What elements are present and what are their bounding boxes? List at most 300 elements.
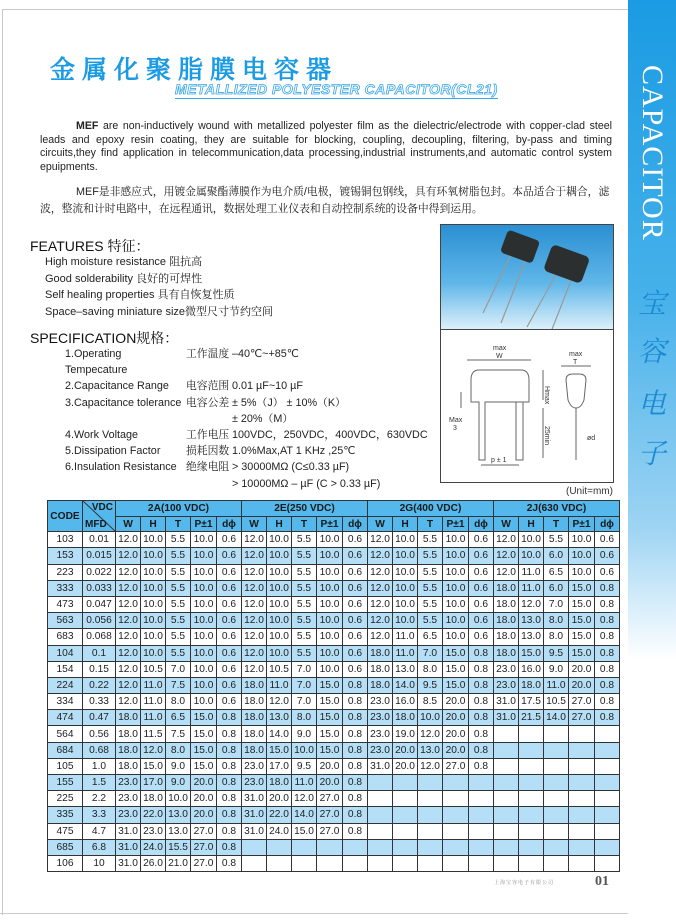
subcolumn-header: W bbox=[242, 517, 267, 532]
subcolumn-header: H bbox=[267, 517, 292, 532]
cell-dimension: 8.0 bbox=[292, 710, 317, 726]
cell-dimension: 15.0 bbox=[519, 645, 544, 661]
cell-dimension: 10.0 bbox=[317, 661, 343, 677]
cell-dimension: 0.8 bbox=[469, 661, 494, 677]
features-heading: FEATURES 特征： bbox=[30, 238, 150, 254]
cell-dimension: 10.0 bbox=[393, 564, 418, 580]
cell-dimension bbox=[519, 758, 544, 774]
cell-dimension: 5.5 bbox=[292, 629, 317, 645]
side-brand-char: 容 bbox=[637, 335, 666, 368]
cell-dimension: 12.0 bbox=[116, 629, 141, 645]
cell-dimension: 10.0 bbox=[191, 548, 217, 564]
cell-dimension: 12.0 bbox=[368, 548, 393, 564]
footer-divider bbox=[0, 913, 628, 914]
cell-dimension: 0.6 bbox=[217, 661, 242, 677]
table-row bbox=[48, 645, 620, 661]
subcolumn-header: W bbox=[116, 517, 141, 532]
column-header-code: CODE bbox=[48, 501, 83, 532]
cell-dimension: 5.5 bbox=[166, 548, 191, 564]
cell-dimension: 0.6 bbox=[217, 645, 242, 661]
page-title-cn: 金属化聚脂膜电容器 bbox=[50, 56, 339, 84]
cell-dimension: 15.0 bbox=[317, 677, 343, 693]
cell-dimension: 18.0 bbox=[494, 645, 519, 661]
spec-label-cn: 电容范围 bbox=[186, 380, 230, 393]
spec-row bbox=[65, 378, 428, 394]
cell-dimension: 20.0 bbox=[443, 742, 469, 758]
cell-dimension: 6.5 bbox=[166, 710, 191, 726]
cell-dimension bbox=[544, 742, 569, 758]
spec-label: 3.Capacitance tolerance bbox=[65, 396, 182, 409]
cell-dimension bbox=[569, 823, 595, 839]
table-row bbox=[48, 823, 620, 839]
cell-dimension: 20.0 bbox=[569, 677, 595, 693]
cell-dimension: 12.0 bbox=[494, 564, 519, 580]
cell-dimension: 15.0 bbox=[569, 629, 595, 645]
cell-dimension: 10.0 bbox=[141, 548, 166, 564]
cell-dimension bbox=[469, 855, 494, 871]
cell-dimension: 18.0 bbox=[368, 645, 393, 661]
cell-dimension: 0.8 bbox=[469, 710, 494, 726]
cell-mfd: 2.2 bbox=[83, 791, 116, 807]
cell-dimension bbox=[544, 807, 569, 823]
cell-mfd: 10 bbox=[83, 855, 116, 871]
spec-row bbox=[65, 476, 428, 492]
cell-dimension: 10.0 bbox=[267, 580, 292, 596]
cell-dimension: 11.0 bbox=[141, 694, 166, 710]
cell-dimension bbox=[494, 758, 519, 774]
cell-dimension: 0.8 bbox=[469, 726, 494, 742]
spec-value: ± 5%（J） ± 10%（K） bbox=[232, 396, 346, 409]
cell-dimension bbox=[443, 775, 469, 791]
cell-dimension: 7.0 bbox=[166, 661, 191, 677]
table-row bbox=[48, 694, 620, 710]
cell-dimension bbox=[418, 791, 443, 807]
cell-dimension: 10.5 bbox=[141, 661, 166, 677]
cell-dimension: 31.0 bbox=[494, 694, 519, 710]
cell-dimension: 12.0 bbox=[418, 758, 443, 774]
cell-dimension: 11.0 bbox=[393, 629, 418, 645]
cell-dimension: 20.0 bbox=[443, 694, 469, 710]
cell-dimension bbox=[469, 839, 494, 855]
cell-dimension: 18.0 bbox=[242, 694, 267, 710]
cell-dimension bbox=[393, 855, 418, 871]
cell-dimension: 21.0 bbox=[166, 855, 191, 871]
cell-code: 104 bbox=[48, 645, 83, 661]
cell-dimension bbox=[418, 775, 443, 791]
cell-dimension: 19.0 bbox=[393, 726, 418, 742]
cell-dimension: 31.0 bbox=[242, 791, 267, 807]
cell-dimension: 23.0 bbox=[242, 758, 267, 774]
cell-dimension bbox=[494, 855, 519, 871]
cell-dimension: 12.0 bbox=[116, 661, 141, 677]
cell-dimension: 15.0 bbox=[317, 726, 343, 742]
spec-row bbox=[65, 395, 428, 411]
cell-dimension: 10.5 bbox=[544, 694, 569, 710]
cell-dimension: 15.0 bbox=[443, 661, 469, 677]
cell-dimension bbox=[443, 839, 469, 855]
cell-dimension: 0.8 bbox=[595, 596, 620, 612]
cell-dimension: 0.6 bbox=[217, 694, 242, 710]
cell-dimension: 10.0 bbox=[317, 629, 343, 645]
subcolumn-header: dϕ bbox=[595, 517, 620, 532]
cell-dimension: 18.0 bbox=[242, 726, 267, 742]
cell-dimension bbox=[368, 775, 393, 791]
cell-mfd: 0.33 bbox=[83, 694, 116, 710]
cell-dimension: 20.0 bbox=[191, 791, 217, 807]
cell-dimension: 7.0 bbox=[418, 645, 443, 661]
cell-dimension: 9.0 bbox=[292, 726, 317, 742]
cell-code: 105 bbox=[48, 758, 83, 774]
cell-dimension: 10.0 bbox=[317, 645, 343, 661]
cell-dimension: 0.6 bbox=[217, 596, 242, 612]
cell-dimension: 9.0 bbox=[166, 775, 191, 791]
spec-value: 0.01 µF~10 µF bbox=[232, 380, 303, 393]
cell-dimension: 6.5 bbox=[544, 564, 569, 580]
cell-dimension: 20.0 bbox=[443, 710, 469, 726]
cell-dimension: 11.0 bbox=[393, 645, 418, 661]
cell-dimension: 7.5 bbox=[166, 726, 191, 742]
product-photo bbox=[440, 224, 614, 331]
subcolumn-header: T bbox=[544, 517, 569, 532]
cell-dimension bbox=[519, 742, 544, 758]
cell-dimension: 27.0 bbox=[191, 823, 217, 839]
table-row bbox=[48, 742, 620, 758]
cell-code: 683 bbox=[48, 629, 83, 645]
cell-dimension bbox=[494, 742, 519, 758]
cell-dimension: 0.8 bbox=[217, 855, 242, 871]
cell-dimension: 15.0 bbox=[317, 694, 343, 710]
cell-dimension bbox=[317, 839, 343, 855]
cell-dimension: 15.5 bbox=[166, 839, 191, 855]
cell-dimension: 12.0 bbox=[267, 694, 292, 710]
cell-dimension bbox=[494, 775, 519, 791]
cell-dimension bbox=[595, 791, 620, 807]
cell-dimension: 10.0 bbox=[569, 564, 595, 580]
cell-dimension: 31.0 bbox=[368, 758, 393, 774]
cell-dimension bbox=[569, 758, 595, 774]
cell-code: 475 bbox=[48, 823, 83, 839]
cell-dimension: 22.0 bbox=[267, 807, 292, 823]
cell-dimension bbox=[544, 839, 569, 855]
cell-dimension: 0.8 bbox=[343, 726, 368, 742]
footer-company: 上海宝容电子有限公司 bbox=[494, 880, 555, 886]
subcolumn-header: P±1 bbox=[191, 517, 217, 532]
cell-dimension: 23.0 bbox=[141, 823, 166, 839]
cell-dimension: 0.8 bbox=[343, 710, 368, 726]
cell-dimension: 27.0 bbox=[317, 791, 343, 807]
cell-dimension: 0.6 bbox=[217, 580, 242, 596]
cell-dimension: 11.0 bbox=[267, 677, 292, 693]
cell-mfd: 0.56 bbox=[83, 726, 116, 742]
cell-dimension: 12.0 bbox=[116, 645, 141, 661]
table-row bbox=[48, 791, 620, 807]
specification-heading: SPECIFICATION规格： bbox=[30, 330, 179, 346]
cell-dimension: 27.0 bbox=[569, 710, 595, 726]
cell-dimension: 0.8 bbox=[343, 677, 368, 693]
feature-item: Self healing properties 具有自恢复性质 bbox=[45, 289, 235, 301]
cell-dimension: 0.6 bbox=[217, 548, 242, 564]
cell-dimension: 10.0 bbox=[443, 580, 469, 596]
cell-code: 684 bbox=[48, 742, 83, 758]
spec-row bbox=[65, 459, 428, 475]
cell-dimension: 0.8 bbox=[217, 710, 242, 726]
cell-dimension: 18.0 bbox=[494, 613, 519, 629]
cell-dimension: 23.0 bbox=[368, 710, 393, 726]
cell-dimension bbox=[418, 823, 443, 839]
cell-dimension: 5.5 bbox=[418, 548, 443, 564]
svg-text:Max: Max bbox=[449, 417, 463, 424]
cell-dimension: 0.6 bbox=[217, 629, 242, 645]
cell-dimension bbox=[443, 807, 469, 823]
cell-dimension: 12.0 bbox=[116, 580, 141, 596]
cell-dimension: 0.8 bbox=[343, 775, 368, 791]
cell-dimension: 22.0 bbox=[141, 807, 166, 823]
cell-dimension: 13.0 bbox=[519, 613, 544, 629]
svg-text:3: 3 bbox=[453, 425, 457, 432]
cell-dimension: 15.0 bbox=[569, 580, 595, 596]
cell-dimension: 15.0 bbox=[292, 823, 317, 839]
group-header-2g: 2G(400 VDC) bbox=[368, 501, 494, 517]
table-row bbox=[48, 564, 620, 580]
cell-dimension: 10.0 bbox=[317, 564, 343, 580]
table-row bbox=[48, 710, 620, 726]
cell-dimension bbox=[519, 775, 544, 791]
cell-mfd: 0.047 bbox=[83, 596, 116, 612]
spec-row bbox=[65, 427, 428, 443]
cell-dimension bbox=[393, 807, 418, 823]
cell-dimension: 8.5 bbox=[418, 694, 443, 710]
cell-dimension: 10.0 bbox=[317, 596, 343, 612]
cell-code: 223 bbox=[48, 564, 83, 580]
cell-dimension: 0.6 bbox=[343, 548, 368, 564]
cell-dimension: 0.6 bbox=[343, 532, 368, 548]
cell-dimension: 0.6 bbox=[469, 629, 494, 645]
intro-english-text: are non-inductively wound with metallized polyester film as the dielectric/electrode with copper-clad steel leads and epoxy resin coating, they are suitable for blocking, coupling, decoupling, filtering, by-pass and timing circuits,they find application in telecommunication,data processing,industrial instruments,and automatic control system epuipments. bbox=[40, 120, 612, 173]
cell-dimension: 0.6 bbox=[469, 548, 494, 564]
cell-dimension: 15.0 bbox=[569, 596, 595, 612]
cell-dimension bbox=[544, 791, 569, 807]
cell-dimension: 12.0 bbox=[242, 532, 267, 548]
table-row bbox=[48, 580, 620, 596]
cell-dimension bbox=[544, 855, 569, 871]
cell-dimension: 0.8 bbox=[469, 645, 494, 661]
subcolumn-header: H bbox=[519, 517, 544, 532]
dimension-drawing-icon bbox=[441, 330, 613, 482]
table-row bbox=[48, 726, 620, 742]
cell-dimension: 12.0 bbox=[242, 661, 267, 677]
cell-dimension bbox=[267, 855, 292, 871]
cell-dimension: 0.6 bbox=[343, 645, 368, 661]
capacitor-spec-table bbox=[47, 500, 620, 872]
cell-dimension: 0.8 bbox=[595, 580, 620, 596]
cell-dimension bbox=[595, 742, 620, 758]
cell-dimension: 12.0 bbox=[116, 532, 141, 548]
cell-dimension: 0.6 bbox=[217, 532, 242, 548]
cell-code: 225 bbox=[48, 791, 83, 807]
cell-dimension: 0.8 bbox=[217, 742, 242, 758]
cell-dimension bbox=[469, 823, 494, 839]
cell-dimension: 21.5 bbox=[519, 710, 544, 726]
cell-mfd: 3.3 bbox=[83, 807, 116, 823]
cell-dimension: 20.0 bbox=[443, 726, 469, 742]
cell-dimension bbox=[242, 855, 267, 871]
cell-dimension: 18.0 bbox=[242, 742, 267, 758]
cell-dimension: 17.5 bbox=[519, 694, 544, 710]
cell-dimension: 20.0 bbox=[393, 758, 418, 774]
cell-dimension: 10.0 bbox=[191, 580, 217, 596]
table-body bbox=[48, 532, 620, 872]
cell-dimension: 12.0 bbox=[292, 791, 317, 807]
cell-dimension: 8.0 bbox=[418, 661, 443, 677]
cell-dimension bbox=[317, 855, 343, 871]
cell-dimension: 8.0 bbox=[166, 694, 191, 710]
cell-dimension: 31.0 bbox=[242, 807, 267, 823]
table-row bbox=[48, 613, 620, 629]
cell-dimension: 5.5 bbox=[292, 580, 317, 596]
cell-dimension: 0.6 bbox=[343, 613, 368, 629]
cell-dimension: 10.0 bbox=[191, 564, 217, 580]
cell-dimension: 20.0 bbox=[267, 791, 292, 807]
spec-label: 6.Insulation Resistance bbox=[65, 461, 177, 474]
cell-dimension: 10.0 bbox=[317, 548, 343, 564]
cell-dimension: 5.5 bbox=[418, 564, 443, 580]
dimension-diagram bbox=[440, 329, 614, 483]
cell-dimension: 18.0 bbox=[116, 742, 141, 758]
cell-dimension: 18.0 bbox=[519, 677, 544, 693]
cell-dimension: 10.0 bbox=[191, 694, 217, 710]
cell-dimension bbox=[368, 855, 393, 871]
spec-label: 4.Work Voltage bbox=[65, 429, 139, 442]
spec-row bbox=[65, 411, 428, 427]
cell-dimension: 5.5 bbox=[418, 613, 443, 629]
cell-dimension: 10.0 bbox=[267, 564, 292, 580]
cell-mfd: 0.1 bbox=[83, 645, 116, 661]
cell-dimension: 12.0 bbox=[368, 613, 393, 629]
cell-dimension: 31.0 bbox=[116, 855, 141, 871]
cell-mfd: 0.01 bbox=[83, 532, 116, 548]
cell-dimension: 15.0 bbox=[569, 613, 595, 629]
cell-dimension: 12.0 bbox=[116, 596, 141, 612]
cell-dimension: 27.0 bbox=[191, 839, 217, 855]
cell-dimension: 23.0 bbox=[368, 742, 393, 758]
table-row bbox=[48, 677, 620, 693]
cell-dimension: 18.0 bbox=[242, 710, 267, 726]
cell-dimension bbox=[242, 839, 267, 855]
cell-dimension: 0.6 bbox=[343, 661, 368, 677]
cell-dimension bbox=[393, 839, 418, 855]
cell-dimension: 16.0 bbox=[393, 694, 418, 710]
cell-dimension: 10.0 bbox=[191, 629, 217, 645]
cell-dimension: 0.8 bbox=[343, 807, 368, 823]
header-mfd: MFD bbox=[85, 519, 107, 531]
spec-label: 2.Capacitance Range bbox=[65, 380, 169, 393]
cell-dimension: 0.8 bbox=[343, 742, 368, 758]
side-brand-char: 子 bbox=[637, 437, 666, 470]
cell-dimension: 20.0 bbox=[191, 775, 217, 791]
side-banner-title: CAPACITOR bbox=[636, 65, 669, 241]
intro-chinese: MEF是非感应式，用镀金属聚酯薄膜作为电介质/电极，镀锡铜包钢线，具有环氧树脂包封。本品适合于耦合，滤波，整流和计时电路中，在远程通讯，数据处理工业仪表和自动控制系统的设备中得到运用。 bbox=[40, 186, 610, 215]
cell-dimension: 20.0 bbox=[191, 807, 217, 823]
cell-dimension: 10.0 bbox=[191, 613, 217, 629]
svg-text:W: W bbox=[496, 353, 503, 360]
cell-dimension bbox=[519, 791, 544, 807]
cell-dimension: 10.0 bbox=[317, 613, 343, 629]
specification-list bbox=[65, 346, 428, 492]
cell-dimension bbox=[292, 855, 317, 871]
cell-dimension: 12.0 bbox=[519, 596, 544, 612]
svg-text:25min: 25min bbox=[543, 426, 550, 446]
column-header-vdc-mfd bbox=[83, 501, 116, 532]
cell-dimension: 14.0 bbox=[267, 726, 292, 742]
cell-dimension: 12.0 bbox=[242, 629, 267, 645]
cell-dimension: 5.5 bbox=[166, 580, 191, 596]
cell-dimension: 5.5 bbox=[418, 580, 443, 596]
cell-dimension: 10.0 bbox=[141, 532, 166, 548]
cell-dimension: 23.0 bbox=[116, 775, 141, 791]
cell-dimension: 10.0 bbox=[443, 629, 469, 645]
cell-dimension bbox=[494, 807, 519, 823]
cell-code: 224 bbox=[48, 677, 83, 693]
cell-dimension: 12.0 bbox=[242, 580, 267, 596]
cell-dimension bbox=[393, 775, 418, 791]
cell-dimension: 0.8 bbox=[469, 677, 494, 693]
cell-dimension: 31.0 bbox=[242, 823, 267, 839]
cell-dimension: 27.0 bbox=[569, 694, 595, 710]
cell-dimension: 10.0 bbox=[443, 596, 469, 612]
cell-mfd: 1.5 bbox=[83, 775, 116, 791]
cell-dimension bbox=[418, 839, 443, 855]
cell-code: 564 bbox=[48, 726, 83, 742]
cell-dimension: 12.0 bbox=[368, 596, 393, 612]
cell-dimension: 15.0 bbox=[317, 742, 343, 758]
cell-dimension: 12.0 bbox=[494, 548, 519, 564]
cell-dimension: 12.0 bbox=[368, 564, 393, 580]
subcolumn-header: H bbox=[393, 517, 418, 532]
cell-dimension: 5.5 bbox=[166, 532, 191, 548]
cell-dimension: 0.8 bbox=[595, 677, 620, 693]
cell-dimension: 10.0 bbox=[141, 596, 166, 612]
cell-dimension: 0.8 bbox=[343, 694, 368, 710]
cell-dimension bbox=[368, 839, 393, 855]
cell-dimension: 11.0 bbox=[141, 710, 166, 726]
cell-dimension: 27.0 bbox=[191, 855, 217, 871]
cell-dimension: 0.6 bbox=[595, 548, 620, 564]
cell-dimension bbox=[544, 758, 569, 774]
cell-dimension bbox=[519, 807, 544, 823]
cell-dimension: 5.5 bbox=[292, 596, 317, 612]
cell-mfd: 0.022 bbox=[83, 564, 116, 580]
cell-dimension: 9.5 bbox=[544, 645, 569, 661]
cell-dimension bbox=[595, 726, 620, 742]
cell-dimension bbox=[368, 807, 393, 823]
cell-dimension bbox=[544, 775, 569, 791]
cell-dimension bbox=[343, 855, 368, 871]
cell-dimension: 12.0 bbox=[116, 677, 141, 693]
spec-label: 1.Operating Tempecature bbox=[65, 348, 128, 377]
cell-dimension: 12.0 bbox=[368, 629, 393, 645]
cell-dimension bbox=[267, 839, 292, 855]
cell-dimension: 0.8 bbox=[217, 726, 242, 742]
cell-dimension bbox=[343, 839, 368, 855]
cell-mfd: 6.8 bbox=[83, 839, 116, 855]
spec-label-cn bbox=[186, 476, 232, 492]
cell-dimension bbox=[595, 807, 620, 823]
cell-dimension: 18.0 bbox=[494, 580, 519, 596]
cell-dimension bbox=[494, 823, 519, 839]
cell-dimension: 18.0 bbox=[368, 677, 393, 693]
svg-text:T: T bbox=[573, 359, 578, 366]
svg-text:max: max bbox=[493, 345, 507, 352]
